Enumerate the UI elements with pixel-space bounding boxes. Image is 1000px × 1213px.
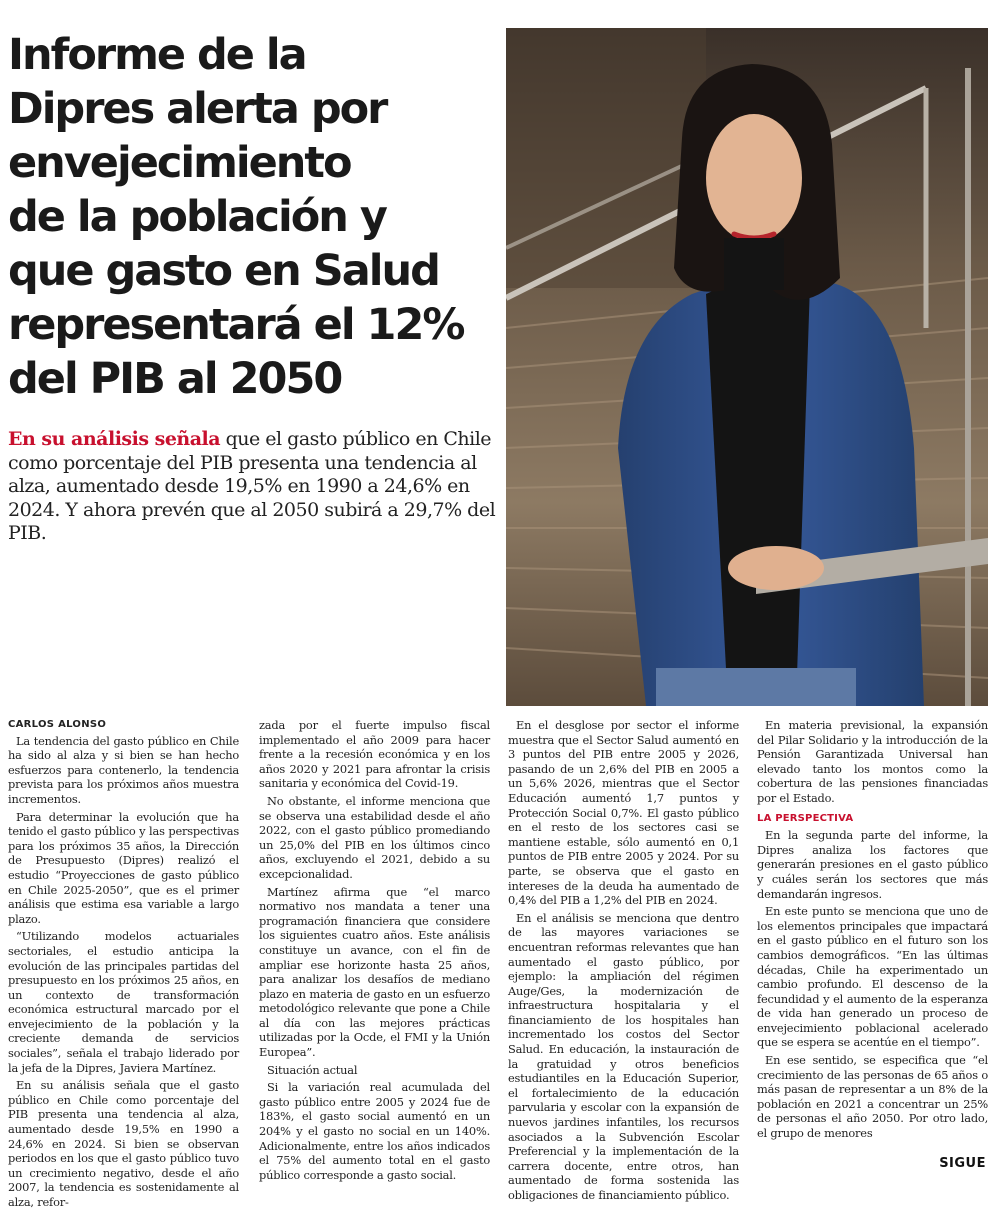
headline-line: del PIB al 2050 — [8, 354, 342, 404]
headline-line: de la población y — [8, 192, 386, 242]
lead-text: que el gasto público en Chile como porcentaje del PIB presenta una tendencia al alza, aumentado desde 19,5% en 1990 a 24,6% en 2024. Y ahora prevén que al 2050 subirá a 29,7% del PIB. — [8, 428, 496, 544]
paragraph: En el desglose por sector el informe muestra que el Sector Salud aumentó en 3 puntos del PIB entre 2005 y 2026, pasando de un 2,6% del PIB en 2005 a un 5,6% 2026, mientras que el Sector Educación aumentó 1,7 puntos y Protección Social 0,7%. El gasto público en el resto de los sectores casi se mantiene estable, sólo aumentó en 0,1 puntos de PIB entre 2005 y 2024. Por su parte, se observa que el gasto en intereses de la deuda ha aumentado de 0,4% del PIB a 1,2% del PIB en 2024. — [508, 718, 739, 908]
paragraph: En este punto se menciona que uno de los elementos principales que impactará en el gasto público en el futuro son los cambios demográficos. “En las últimas décadas, Chile ha experimentado un cambio profundo. El descenso de la fecundidad y el aumento de la esperanza de vida han generado un proceso de envejecimiento poblacional acelerado que se espera se acentúe en el tiempo”. — [757, 904, 988, 1050]
paragraph: En materia previsional, la expansión del Pilar Solidario y la introducción de la Pensión Garantizada Universal han elevado tanto los montos como la cobertura de las pensiones financiadas por el Estado. — [757, 718, 988, 805]
headline-line: que gasto en Salud — [8, 246, 439, 296]
subhead-perspectiva: LA PERSPECTIVA — [757, 812, 854, 824]
section-heading: Situación actual — [267, 1062, 358, 1077]
paragraph: No obstante, el informe menciona que se observa una estabilidad desde el año 2022, con el gasto público promediando un 25,0% del PIB en los últimos cinco años, excluyendo el 2021, debido a su excepcionalidad. — [259, 793, 490, 881]
paragraph: Para determinar la evolución que ha tenido el gasto público y las perspectivas para los próximos 35 años, la Dirección de Presupuesto (Dipres) realizó el estudio “Proyecciones de gasto público en Chile 2025-2050”, que es el primer análisis que estima esa variable a largo plazo. — [8, 809, 239, 926]
paragraph: En ese sentido, se especifica que “el crecimiento de las personas de 65 años o más pasan de representar a un 8% de la población en 2021 a concentrar un 25% de personas el año 2050. Por otro lado, el grupo de menores — [757, 1053, 988, 1141]
headline-line: representará el 12% — [8, 300, 464, 350]
headline-line: Informe de la — [8, 30, 306, 80]
article-column-3 — [508, 718, 739, 1206]
paragraph: En la segunda parte del informe, la Dipres analiza los factores que generarán presiones en el gasto público y cuáles serán los sectores que más demandarán ingresos. — [757, 828, 988, 901]
continue-label: SIGUE — [939, 1156, 986, 1171]
headline — [8, 28, 498, 406]
paragraph: La tendencia del gasto público en Chile ha sido al alza y si bien se han hecho esfuerzos para contenerlo, la tendencia prevista para los próximos años muestra incrementos. — [8, 733, 239, 806]
paragraph: En su análisis señala que el gasto público en Chile como porcentaje del PIB presenta una tendencia al alza, aumentado desde 19,5% en 1990 a 24,6% en 2024. Si bien se observan periodos en los que el gasto público tuvo un crecimiento negativo, desde el año 2007, la tendencia es sostenidamente al alza, refor- — [8, 1078, 239, 1209]
paragraph: “Utilizando modelos actuariales sectoriales, el estudio anticipa la evolución de las principales partidas del presupuesto en los próximos 25 años, en un contexto de transformación económica estructural marcado por el envejecimiento de la población y la creciente demanda de servicios sociales”, señala el trabajo liderado por la jefa de la Dipres, Javiera Martínez. — [8, 929, 239, 1075]
lead-paragraph — [8, 428, 498, 546]
portrait-photo — [506, 28, 988, 706]
article-column-2 — [259, 718, 490, 1185]
headline-line: envejecimiento — [8, 138, 351, 188]
paragraph: En el análisis se menciona que dentro de las mayores variaciones se encuentran reformas relevantes que han aumentado el gasto público, por ejemplo: la ampliación del régimen Auge/Ges, la modernización de infraestructura hospitalaria y el financiamiento de los hospitales han incrementado los costos del Sector Salud. En educación, la instauración de la gratuidad y otros beneficios estudiantiles en la Educación Superior, el fortalecimiento de la educación parvularia y escolar con la expansión de nuevos jardines infantiles, los recursos asociados a la Subvención Escolar Preferencial y la implementación de la carrera docente, entre otros, han aumentado de forma sostenida las obligaciones de financiamiento público. — [508, 910, 739, 1202]
paragraph: Martínez afirma que “el marco normativo nos mandata a tener una programación financiera que considere los siguientes cuatro años. Este análisis constituye un avance, con el fin de ampliar ese horizonte hasta 25 años, para analizar los desafíos de mediano plazo en materia de gasto en un esfuerzo metodológico relevante que pone a Chile al día con las mejores prácticas utilizadas por la Ocde, el FMI y la Unión Europea”. — [259, 884, 490, 1060]
paragraph: Si la variación real acumulada del gasto público entre 2005 y 2024 fue de 183%, el gasto social aumentó en un 204% y el gasto no social en un 140%. Adicionalmente, entre los años indicados el 75% del aumento total en el gasto público corresponde a gasto social. — [259, 1080, 490, 1182]
article-column-4 — [757, 718, 988, 1144]
article-column-1 — [8, 718, 239, 1213]
headline-line: Dipres alerta por — [8, 84, 387, 134]
byline: CARLOS ALONSO — [8, 719, 107, 730]
lead-highlight: En su análisis señala — [8, 428, 221, 450]
paragraph: zada por el fuerte impulso fiscal implementado el año 2009 para hacer frente a la recesión económica y en los años 2020 y 2021 para afrontar la crisis sanitaria y económica del Covid-19. — [259, 718, 490, 791]
